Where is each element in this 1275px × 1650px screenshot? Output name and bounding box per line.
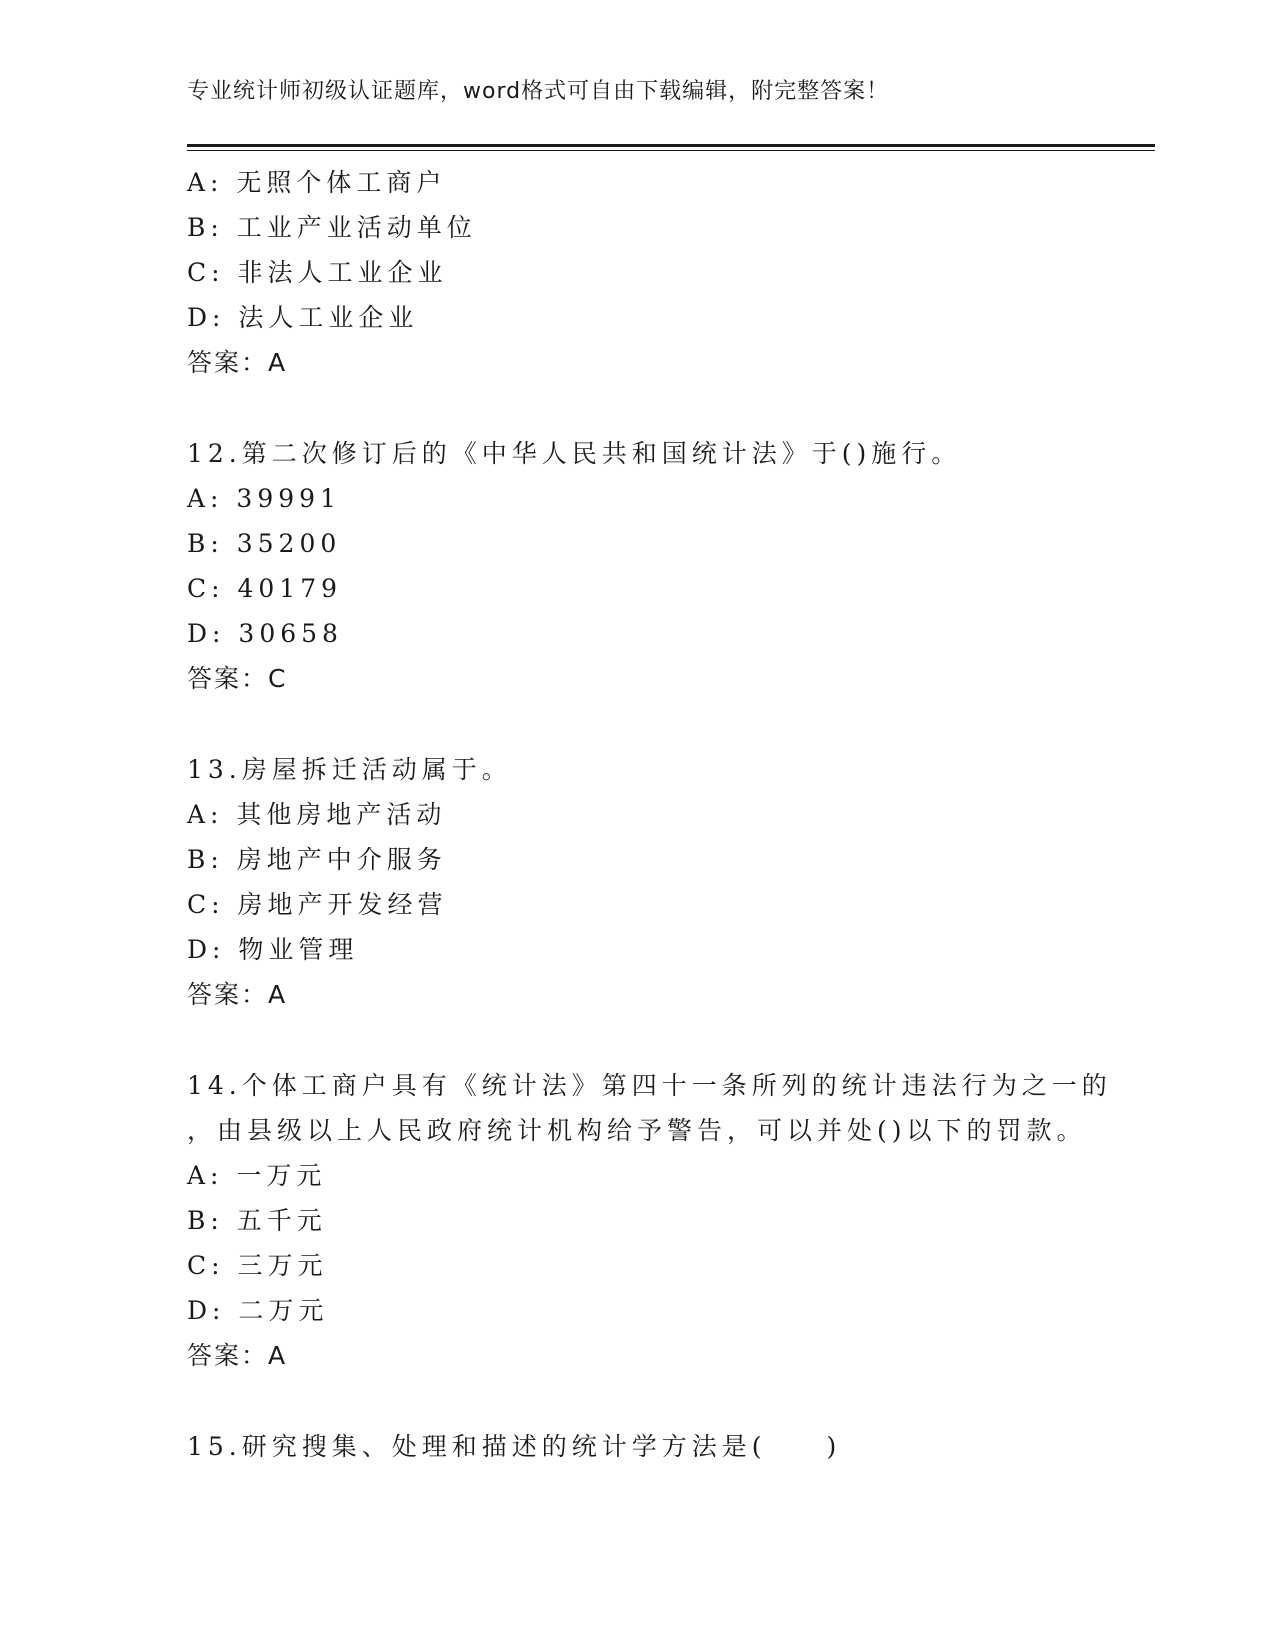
option-c: C: 40179 <box>187 574 343 603</box>
option-c: C: 三万元 <box>187 1251 328 1280</box>
option-a: A: 无照个体工商户 <box>187 168 447 197</box>
question-14 <box>187 1063 1112 1378</box>
question-13 <box>187 747 1087 1017</box>
header-rule-thick <box>187 144 1155 147</box>
option-b: B: 五千元 <box>187 1206 327 1235</box>
answer: 答案：A <box>187 1341 288 1370</box>
question-12 <box>187 431 1087 701</box>
option-d: D: 法人工业企业 <box>187 303 419 332</box>
page-header: 专业统计师初级认证题库，word格式可自由下载编辑，附完整答案！ <box>187 79 890 104</box>
answer: 答案：A <box>187 980 288 1009</box>
question-text: 12.第二次修订后的《中华人民共和国统计法》于()施行。 <box>187 439 962 468</box>
question-text-line2: ，由县级以上人民政府统计机构给予警告，可以并处()以下的罚款。 <box>187 1116 1087 1145</box>
question-text: 13.房屋拆迁活动属于。 <box>187 755 512 784</box>
question-11 <box>187 160 1087 385</box>
option-d: D: 二万元 <box>187 1296 329 1325</box>
option-d: D: 物业管理 <box>187 935 359 964</box>
answer: 答案：A <box>187 348 288 377</box>
option-c: C: 房地产开发经营 <box>187 890 448 919</box>
option-b: B: 35200 <box>187 529 342 558</box>
header-rule-thin <box>187 150 1155 151</box>
option-b: B: 房地产中介服务 <box>187 845 447 874</box>
question-text: 15.研究搜集、处理和描述的统计学方法是( ) <box>187 1432 842 1461</box>
question-text-line1: 14.个体工商户具有《统计法》第四十一条所列的统计违法行为之一的 <box>187 1071 1112 1100</box>
option-b: B: 工业产业活动单位 <box>187 213 477 242</box>
option-a: A: 39991 <box>187 484 341 513</box>
question-content <box>187 160 1112 1469</box>
option-d: D: 30658 <box>187 619 343 648</box>
answer: 答案：C <box>187 664 288 693</box>
option-c: C: 非法人工业企业 <box>187 258 448 287</box>
question-15 <box>187 1424 1087 1469</box>
option-a: A: 一万元 <box>187 1161 327 1190</box>
option-a: A: 其他房地产活动 <box>187 800 447 829</box>
